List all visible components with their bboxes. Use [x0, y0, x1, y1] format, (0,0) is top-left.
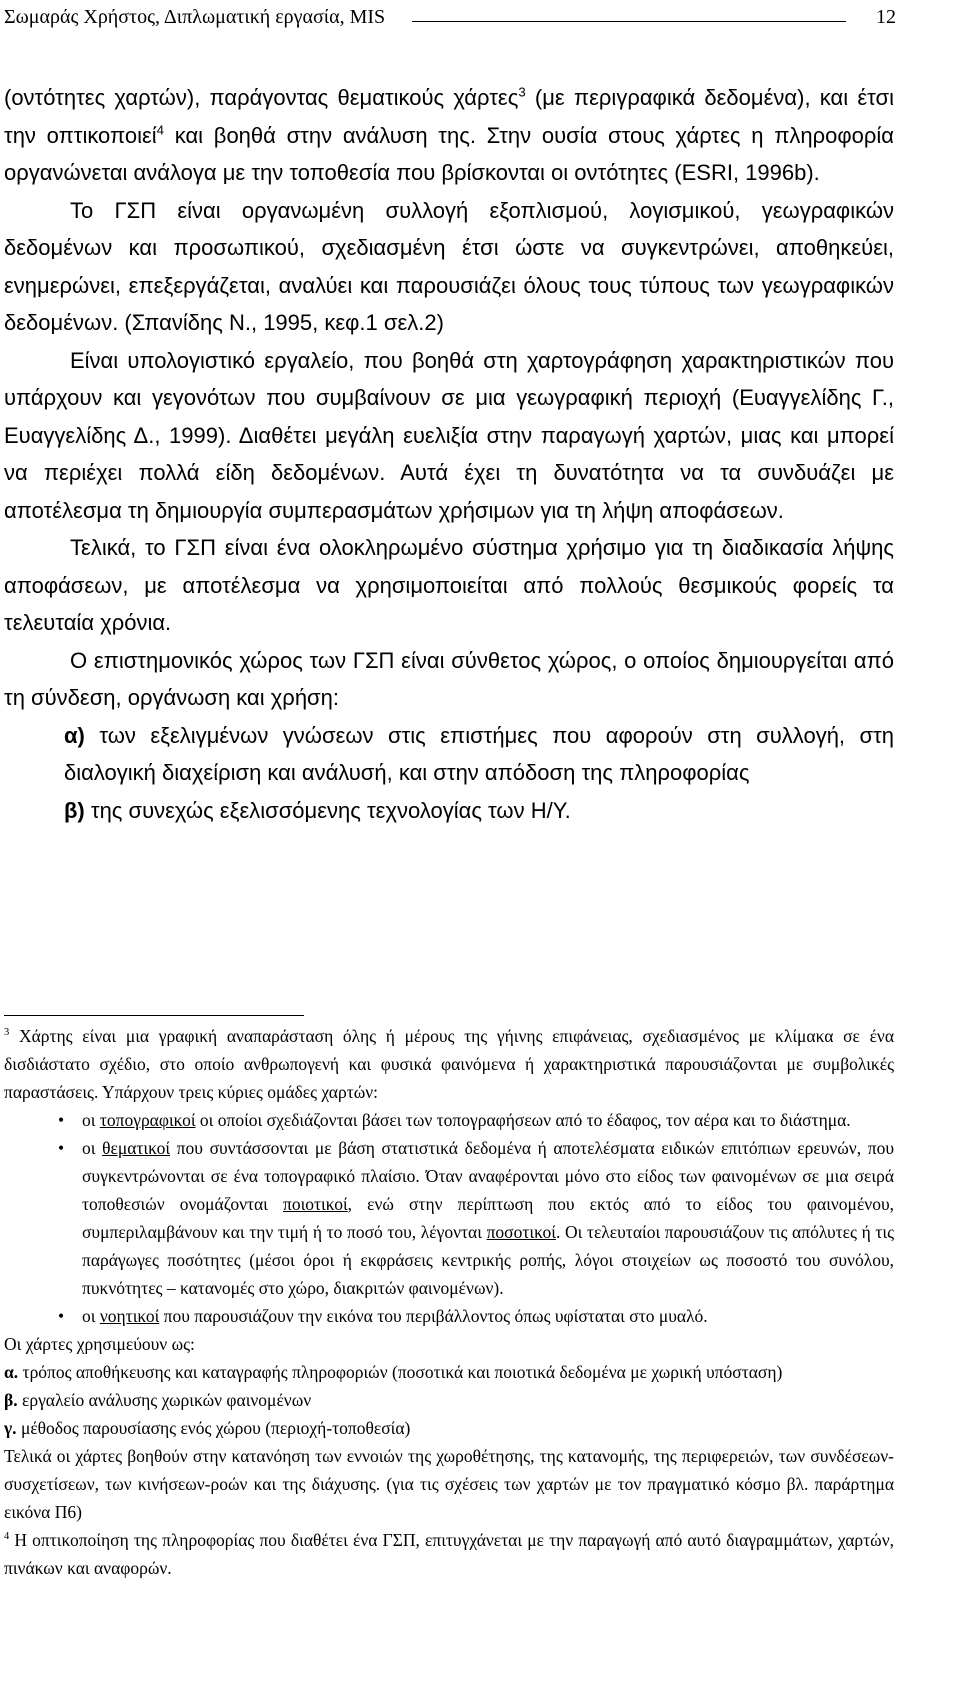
footnote-marker-4: 4	[4, 1531, 10, 1543]
map-types-list	[4, 1106, 894, 1330]
paragraph-gis-definition: Το ΓΣΠ είναι οργανωμένη συλλογή εξοπλισμού, λογισμικού, γεωγραφικών δεδομένων και προσωπικού, σχεδιασμένη έτσι ώστε να συγκεντρώνει, αποθηκεύει, ενημερώνει, επεξεργάζεται, αναλύει και παρουσιάζει όλους τους τύπους των γεωγραφικών δεδομένων. (Σπανίδης Ν., 1995, κεφ.1 σελ.2)	[4, 197, 894, 335]
map-uses-intro: Οι χάρτες χρησιμεύουν ως:	[4, 1334, 195, 1354]
paragraph-gis-decisions: Τελικά, το ΓΣΠ είναι ένα ολοκληρωμένο σύστημα χρήσιμο για τη διαδικασία λήψης αποφάσεων, με αποτέλεσμα να χρησιμοποιείται από πολλούς θεσμικούς φορείς τα τελευταία χρόνια.	[4, 535, 894, 635]
header-title: Σωμαράς Χρήστος, Διπλωματική εργασία, MIS	[4, 6, 386, 28]
bullet-icon: •	[58, 1138, 65, 1158]
paragraph-gis-field: Ο επιστημονικός χώρος των ΓΣΠ είναι σύνθετος χώρος, ο οποίος δημιουργείται από τη σύνδεση, οργάνωση και χρήση:	[4, 647, 894, 710]
footnote-3: $^3$ Χάρτης είναι μια γραφική αναπαράσταση όλης ή μέρους της γήινης επιφάνειας, σχεδιασμένος με κλίμακα σε ένα δισδιάστατο σχέδιο, στο οποίο ανθρωπογενή και φυσικά φαινόμενα ή χαρακτηριστικά παρουσιάζονται με συμβολικές παραστάσεις. Υπάρχουν τρεις κύριες ομάδες χαρτών:	[4, 1026, 894, 1102]
list-label-b: β)	[64, 797, 85, 823]
footnote-ref-3[interactable]: 3	[518, 84, 526, 100]
footnotes	[4, 1022, 894, 1582]
footnote-separator	[4, 1015, 304, 1016]
list-item: • οι θεματικοί που συντάσσονται με βάση στατιστικά δεδομένα ή αποτελέσματα ειδικών επιτόπιων ερευνών, που συγκεντρώνονται σε ένα τοπογραφικό πλαίσιο. Όταν αναφέρονται μόνο στο είδος των φαινομένων σε μια σειρά τοποθεσιών ονομάζονται ποιοτικοί, ενώ στην περίπτωση που εκτός από το είδος του φαινομένου, συμπεριλαμβάνουν και την τιμή ή το ποσό του, λέγονται ποσοτικοί. Οι τελευταίοι παρουσιάζουν τις απόλυτες ή τις παράγωγες ποσότητες (μέσοι όροι ή εκφράσεις κεντρικής ροπής, λόγοι στοιχείων ως ποσοστό του συνόλου, πυκνότητες – κατανομές στο χώρο, διακριτών φαινομένων).	[4, 1134, 894, 1302]
header-rule	[412, 21, 846, 22]
footnote-4: $^4$ Η οπτικοποίηση της πληροφορίας που διαθέτει ένα ΓΣΠ, επιτυγχάνεται με την παραγωγή από αυτό διαγραμμάτων, χαρτών, πινάκων και αναφορών.	[4, 1530, 894, 1578]
map-use-c: γ. μέθοδος παρουσίασης ενός χώρου (περιοχή-τοποθεσία)	[4, 1418, 411, 1438]
list-label-a: α)	[64, 722, 85, 748]
map-use-b: β. εργαλείο ανάλυσης χωρικών φαινομένων	[4, 1390, 312, 1410]
map-use-a: α. τρόπος αποθήκευσης και καταγραφής πληροφοριών (ποσοτικά και ποιοτικά δεδομένα με χωρική υπόσταση)	[4, 1362, 783, 1382]
list-item: • οι νοητικοί που παρουσιάζουν την εικόνα του περιβάλλοντος όπως υφίσταται στο μυαλό.	[4, 1302, 894, 1330]
paragraph-gis-tool: Είναι υπολογιστικό εργαλείο, που βοηθά στη χαρτογράφηση χαρακτηριστικών που υπάρχουν και γεγονότων που συμβαίνουν σε μια γεωγραφική περιοχή (Ευαγγελίδης Γ., Ευαγγελίδης Δ., 1999). Διαθέτει μεγάλη ευελιξία στην παραγωγή χαρτών, μιας και μπορεί να περιέχει πολλά είδη δεδομένων. Αυτά έχει τη δυνατότητα να τα συνδυάζει με αποτέλεσμα τη δημιουργία συμπερασμάτων χρήσιμων για τη λήψη αποφάσεων.	[4, 347, 894, 523]
paragraph-maps: (οντότητες χαρτών), παράγοντας θεματικούς χάρτες$^3$ (με περιγραφικά δεδομένα), και έτσι την οπτικοποιεί$^4$ και βοηθά στην ανάλυση της. Στην ουσία στους χάρτες η πληροφορία οργανώνεται ανάλογα με την τοποθεσία που βρίσκονται οι οντότητες (ESRI, 1996b).	[4, 84, 894, 185]
footnote-marker-3: 3	[4, 1027, 10, 1039]
footnote-3-closing: Τελικά οι χάρτες βοηθούν στην κατανόηση των εννοιών της χωροθέτησης, της κατανομής, της περιφερειών, των συνδέσεων-συσχετίσεων, των κινήσεων-ροών και της διάχυσης. (για τις σχέσεις των χαρτών με τον πραγματικό κόσμο βλ. παράρτημα εικόνα Π6)	[4, 1446, 894, 1522]
list-item-b: β) της συνεχώς εξελισσόμενης τεχνολογίας των Η/Υ.	[64, 797, 571, 823]
list-item: • οι τοπογραφικοί οι οποίοι σχεδιάζονται βάσει των τοπογραφήσεων από το έδαφος, τον αέρα και το διάστημα.	[4, 1106, 894, 1134]
page-header	[4, 2, 900, 32]
footnote-ref-4[interactable]: 4	[156, 122, 165, 138]
bullet-icon: •	[58, 1110, 65, 1130]
page-number: 12	[876, 6, 896, 28]
bullet-icon: •	[58, 1306, 65, 1326]
list-item-a: α) των εξελιγμένων γνώσεων στις επιστήμες που αφορούν στη συλλογή, στη διαλογική διαχείριση και ανάλυσή, και στην απόδοση της πληροφορίας	[64, 722, 894, 785]
body-text	[4, 79, 894, 829]
